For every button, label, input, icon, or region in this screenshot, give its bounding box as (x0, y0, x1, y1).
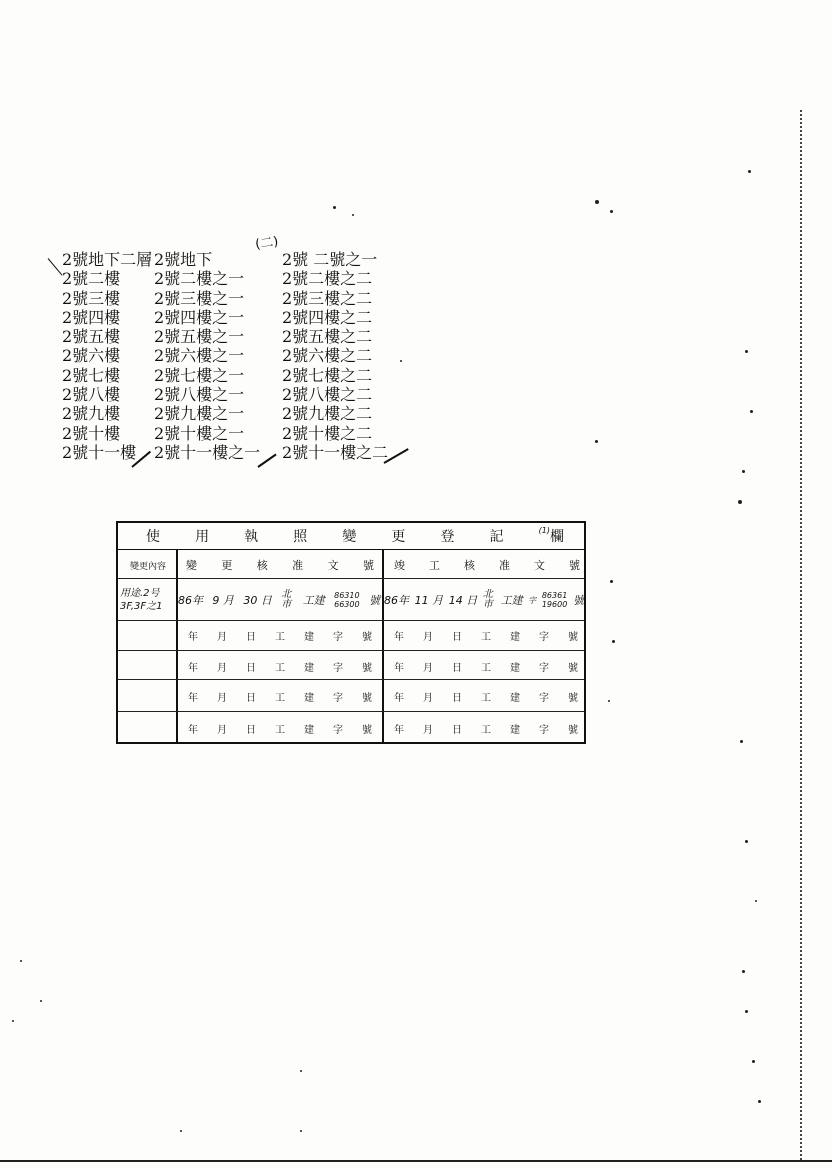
blank-row-label: 月 (217, 662, 227, 674)
blank-row-label: 工 (275, 662, 285, 674)
change-content-cell (120, 581, 176, 619)
scan-speck (300, 1070, 302, 1072)
header-char: 竣 (394, 559, 405, 572)
change-day: 30 日 (243, 594, 272, 607)
floor-unit: 2號九樓之二 (282, 404, 373, 424)
blank-row-label: 建 (304, 662, 314, 674)
scan-speck (610, 210, 613, 213)
header-change-content (120, 552, 176, 578)
blank-row-label: 建 (510, 725, 520, 736)
floor-row (62, 443, 412, 462)
floor-unit: 2號九樓之一 (154, 404, 245, 424)
blank-row-label: 月 (423, 725, 433, 736)
blank-change-approval-cell (188, 681, 372, 711)
blank-completion-approval-cell (394, 681, 578, 711)
scan-speck (748, 170, 751, 173)
blank-row-label: 工 (275, 632, 285, 643)
blank-row-label: 日 (246, 632, 256, 643)
blank-row-label: 年 (188, 692, 198, 704)
blank-row-label: 號 (362, 632, 372, 643)
completion-year: 86年 (384, 594, 409, 607)
blank-row-label: 年 (188, 632, 198, 643)
header-char: 文 (534, 559, 545, 572)
floor-row (62, 308, 412, 327)
header-char: 號 (569, 559, 580, 572)
blank-row-label: 月 (217, 725, 227, 736)
blank-row-label: 月 (423, 662, 433, 674)
floor-row (62, 327, 412, 346)
header-char: 文 (327, 559, 339, 572)
floor-unit: 2號 二號之一 (282, 250, 378, 269)
floor-row (62, 346, 412, 365)
floor-unit: 2號七樓 (62, 365, 121, 385)
change-number (334, 591, 359, 609)
scan-speck (752, 1060, 755, 1063)
blank-row-label: 建 (304, 725, 314, 736)
blank-row-label: 月 (217, 632, 227, 643)
floor-unit: 2號九樓 (62, 404, 121, 424)
blank-row-label: 月 (423, 692, 433, 704)
title-char: 更 (391, 529, 406, 545)
blank-change-approval-cell (188, 652, 372, 680)
blank-row-label: 工 (275, 692, 285, 704)
title-last-char: 欄 (549, 529, 564, 545)
completion-month: 11 月 (414, 594, 444, 607)
floor-unit: 2號五樓之一 (154, 327, 245, 347)
blank-row-label: 年 (394, 662, 404, 674)
change-month: 9 月 (212, 594, 234, 607)
floor-unit: 2號五樓 (62, 327, 121, 347)
blank-row-label: 字 (333, 692, 343, 704)
floor-row (62, 250, 412, 269)
blank-change-approval-cell (188, 622, 372, 649)
blank-row-label: 建 (304, 692, 314, 704)
scan-speck (20, 960, 22, 962)
blank-change-approval-cell (188, 713, 372, 744)
header-char: 變 (186, 559, 197, 572)
scan-speck (740, 740, 743, 743)
floor-unit: 2號地下二層 (62, 250, 153, 269)
floor-unit: 2號三樓 (62, 288, 121, 308)
blank-row-label: 號 (568, 725, 578, 736)
floor-unit: 2號三樓之一 (154, 288, 245, 308)
title-char: 使 (146, 529, 160, 545)
floor-unit: 2號十一樓之二 (282, 442, 389, 462)
floor-row (62, 366, 412, 385)
scan-speck (610, 580, 613, 583)
blank-row-label: 號 (362, 692, 372, 704)
blank-row-label: 字 (333, 632, 343, 643)
scan-speck (40, 1000, 42, 1002)
blank-row-label: 年 (188, 725, 198, 736)
scan-speck (595, 440, 598, 443)
blank-row-label: 字 (539, 662, 549, 674)
change-content-line: 用途.2号 (120, 588, 160, 599)
blank-row-label: 工 (481, 725, 491, 736)
floor-unit: 2號十樓之二 (282, 423, 373, 443)
scan-speck (12, 1020, 14, 1022)
change-bureau: 工建 (302, 594, 325, 607)
floor-unit: 2號十一樓之一 (154, 442, 261, 462)
table-row-divider (118, 620, 584, 621)
blank-row-label: 日 (452, 632, 462, 643)
floor-unit: 2號六樓 (62, 346, 121, 366)
floor-unit: 2號六樓之一 (154, 346, 245, 366)
floor-unit: 2號七樓之二 (282, 365, 373, 385)
scan-speck (333, 206, 336, 209)
floor-unit: 2號四樓之一 (154, 307, 245, 327)
header-label: 變更內容 (129, 561, 166, 572)
floor-row (62, 404, 412, 423)
change-number-bottom: 66300 (334, 600, 360, 609)
title-char: 執 (244, 529, 259, 545)
floor-unit: 2號二樓之一 (154, 269, 245, 289)
table-row-divider (118, 578, 584, 579)
title-char (539, 526, 564, 546)
blank-row-label: 日 (246, 662, 256, 674)
blank-row-label: 日 (246, 725, 256, 736)
change-number-top: 86310 (334, 591, 360, 600)
table-title (118, 523, 584, 550)
license-change-register-table (116, 521, 586, 744)
floor-unit: 2號二樓 (62, 269, 121, 289)
blank-row-label: 號 (568, 662, 578, 674)
header-change-approval (186, 552, 374, 578)
blank-completion-approval-cell (394, 622, 578, 649)
floor-unit: 2號十樓之一 (154, 423, 245, 443)
floor-unit: 2號七樓之一 (154, 365, 245, 385)
title-char: 用 (195, 529, 210, 545)
check-stroke (48, 258, 63, 275)
floor-row (62, 289, 412, 308)
scan-speck (758, 1100, 761, 1103)
completion-approval-cell (384, 581, 584, 619)
blank-row-label: 日 (246, 692, 256, 704)
header-char: 工 (429, 559, 440, 572)
blank-row-label: 字 (539, 692, 549, 704)
floor-unit: 2號五樓之二 (282, 327, 373, 347)
header-char: 號 (362, 559, 374, 572)
scan-speck (742, 970, 745, 973)
page-bottom-edge (0, 1160, 832, 1162)
floor-unit: 2號四樓 (62, 307, 121, 327)
header-char: 核 (256, 559, 268, 572)
header-char: 核 (464, 559, 475, 572)
blank-row-label: 字 (333, 662, 343, 674)
blank-row-label: 建 (304, 632, 314, 643)
completion-city: 北市 (482, 589, 493, 610)
scan-speck (755, 900, 757, 902)
floor-unit: 2號八樓之二 (282, 385, 373, 405)
annotation-mark: (二) (254, 234, 280, 253)
scan-speck (738, 500, 742, 504)
completion-day: 14 日 (448, 594, 478, 607)
blank-row-label: 字 (539, 632, 549, 643)
change-approval-cell (178, 581, 380, 619)
scan-speck (750, 410, 753, 413)
floor-unit: 2號十一樓 (62, 442, 137, 462)
completion-char: 字 (528, 595, 537, 605)
blank-row-label: 年 (394, 632, 404, 643)
scan-speck (300, 1130, 302, 1132)
blank-row-label: 工 (481, 662, 491, 674)
table-row-divider (118, 711, 584, 712)
completion-suffix: 號 (572, 594, 584, 607)
scan-speck (352, 214, 354, 216)
blank-row-label: 工 (481, 692, 491, 704)
floor-unit: 2號二樓之二 (282, 269, 373, 289)
floor-unit: 2號十樓 (62, 423, 121, 443)
title-note: (1) (538, 526, 550, 535)
blank-row-label: 建 (510, 632, 520, 643)
header-char: 准 (499, 559, 510, 572)
blank-row-label: 字 (539, 725, 549, 736)
blank-row-label: 日 (452, 725, 462, 736)
page-edge (800, 110, 805, 1160)
change-city: 北市 (281, 589, 292, 610)
blank-row-label: 建 (510, 662, 520, 674)
blank-row-label: 號 (568, 632, 578, 643)
floor-unit: 2號六樓之二 (282, 346, 373, 366)
scan-speck (612, 640, 615, 643)
blank-row-label: 月 (217, 692, 227, 704)
blank-row-label: 工 (275, 725, 285, 736)
blank-row-label: 日 (452, 692, 462, 704)
scan-speck (745, 1010, 748, 1013)
blank-row-label: 字 (333, 725, 343, 736)
scan-speck (608, 700, 610, 702)
header-completion-approval (394, 552, 580, 578)
completion-number (542, 591, 567, 609)
blank-row-label: 日 (452, 662, 462, 674)
change-year: 86年 (178, 594, 203, 607)
blank-completion-approval-cell (394, 713, 578, 744)
header-char: 更 (221, 559, 233, 572)
floor-unit: 2號地下 (154, 250, 213, 269)
floor-unit: 2號三樓之二 (282, 288, 373, 308)
blank-row-label: 號 (568, 692, 578, 704)
floor-list (62, 250, 412, 462)
change-content-line: 3F,3F之1 (120, 601, 163, 612)
blank-row-label: 號 (362, 725, 372, 736)
floor-unit: 2號八樓之一 (154, 385, 245, 405)
blank-row-label: 年 (394, 725, 404, 736)
floor-row (62, 269, 412, 288)
title-char: 照 (293, 529, 308, 545)
floor-row (62, 385, 412, 404)
scan-speck (595, 200, 599, 204)
completion-number-top: 86361 (541, 591, 568, 600)
title-char: 登 (440, 529, 455, 545)
scan-speck (745, 840, 748, 843)
blank-row-label: 年 (188, 662, 198, 674)
floor-unit: 2號四樓之二 (282, 307, 373, 327)
completion-bureau: 工建 (500, 594, 523, 607)
blank-row-label: 建 (510, 692, 520, 704)
scan-speck (745, 350, 748, 353)
blank-row-label: 號 (362, 662, 372, 674)
change-suffix: 號 (368, 594, 380, 607)
blank-row-label: 工 (481, 632, 491, 643)
header-char: 准 (292, 559, 304, 572)
completion-number-bottom: 19600 (541, 600, 568, 609)
floor-row (62, 424, 412, 443)
scan-speck (180, 1130, 182, 1132)
floor-unit: 2號八樓 (62, 385, 121, 405)
table-row-divider (118, 650, 584, 651)
blank-row-label: 年 (394, 692, 404, 704)
title-char: 變 (342, 529, 357, 545)
scan-speck (742, 470, 745, 473)
blank-row-label: 月 (423, 632, 433, 643)
title-char: 記 (489, 529, 504, 545)
blank-completion-approval-cell (394, 652, 578, 680)
